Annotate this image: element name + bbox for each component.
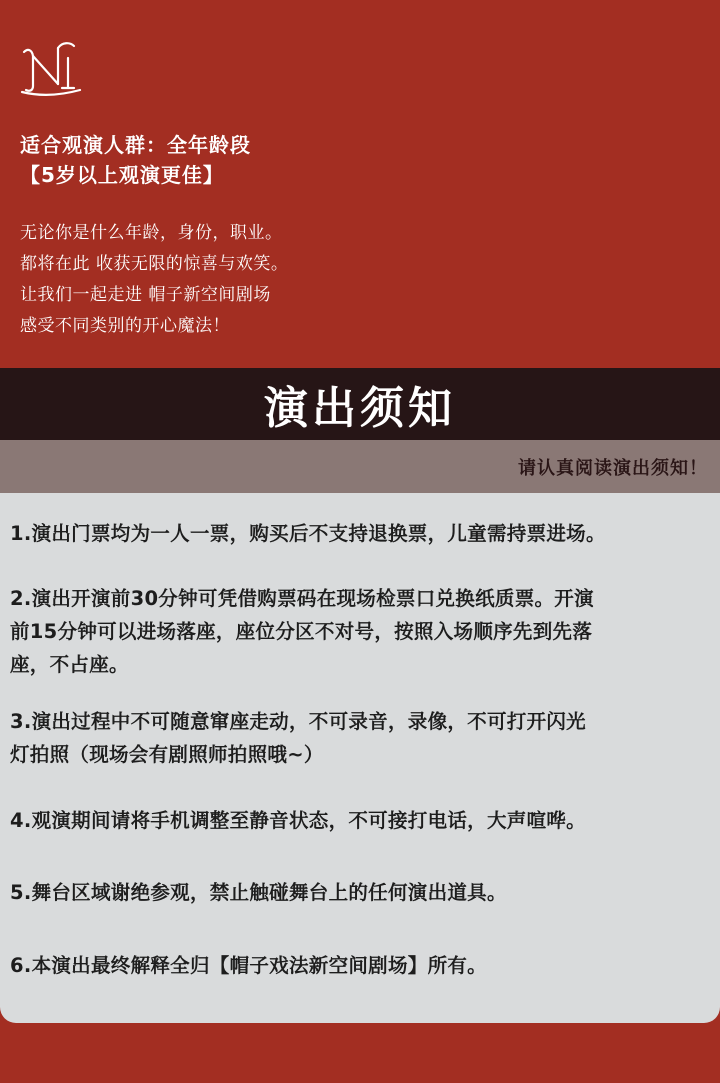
rule-item-3 (10, 705, 710, 771)
notice-panel (0, 493, 720, 1023)
audience-recommended-age: 【5岁以上观演更佳】 (20, 163, 224, 187)
rule-item-5 (10, 876, 710, 909)
rule-line: 前15分钟可以进场落座，座位分区不对号，按照入场顺序先到先落 (10, 620, 593, 643)
section-title-band (0, 368, 720, 440)
audience-age-range: 适合观演人群：全年龄段 (20, 133, 251, 157)
rule-line: 1.演出门票均为一人一票，购买后不支持退换票，儿童需持票进场。 (10, 522, 606, 545)
rule-line: 5.舞台区域谢绝参观，禁止触碰舞台上的任何演出道具。 (10, 881, 507, 904)
rule-item-1 (10, 517, 710, 550)
rule-line: 3.演出过程中不可随意窜座走动，不可录音，录像，不可打开闪光 (10, 710, 586, 733)
section-subtitle-band (0, 440, 720, 493)
intro-text (20, 218, 288, 342)
rule-line: 4.观演期间请将手机调整至静音状态，不可接打电话，大声喧哗。 (10, 809, 586, 832)
intro-line: 都将在此 收获无限的惊喜与欢笑。 (20, 254, 289, 274)
rule-item-2 (10, 582, 710, 681)
section-title: 演出须知 (264, 383, 456, 434)
rule-item-6 (10, 949, 710, 982)
header-section (0, 0, 720, 368)
rule-line: 2.演出开演前30分钟可凭借购票码在现场检票口兑换纸质票。开演 (10, 587, 594, 610)
intro-line: 让我们一起走进 帽子新空间剧场 (20, 285, 271, 305)
rule-line: 座，不占座。 (10, 653, 129, 676)
intro-line: 无论你是什么年龄，身份，职业。 (20, 223, 283, 243)
rule-line: 6.本演出最终解释全归【帽子戏法新空间剧场】所有。 (10, 954, 487, 977)
rule-line: 灯拍照（现场会有剧照师拍照哦~） (10, 743, 324, 766)
intro-line: 感受不同类别的开心魔法！ (20, 316, 230, 336)
rule-item-4 (10, 804, 710, 837)
section-subtitle: 请认真阅读演出须知！ (518, 458, 708, 479)
audience-info (20, 130, 251, 190)
brand-monogram-icon (18, 38, 84, 98)
